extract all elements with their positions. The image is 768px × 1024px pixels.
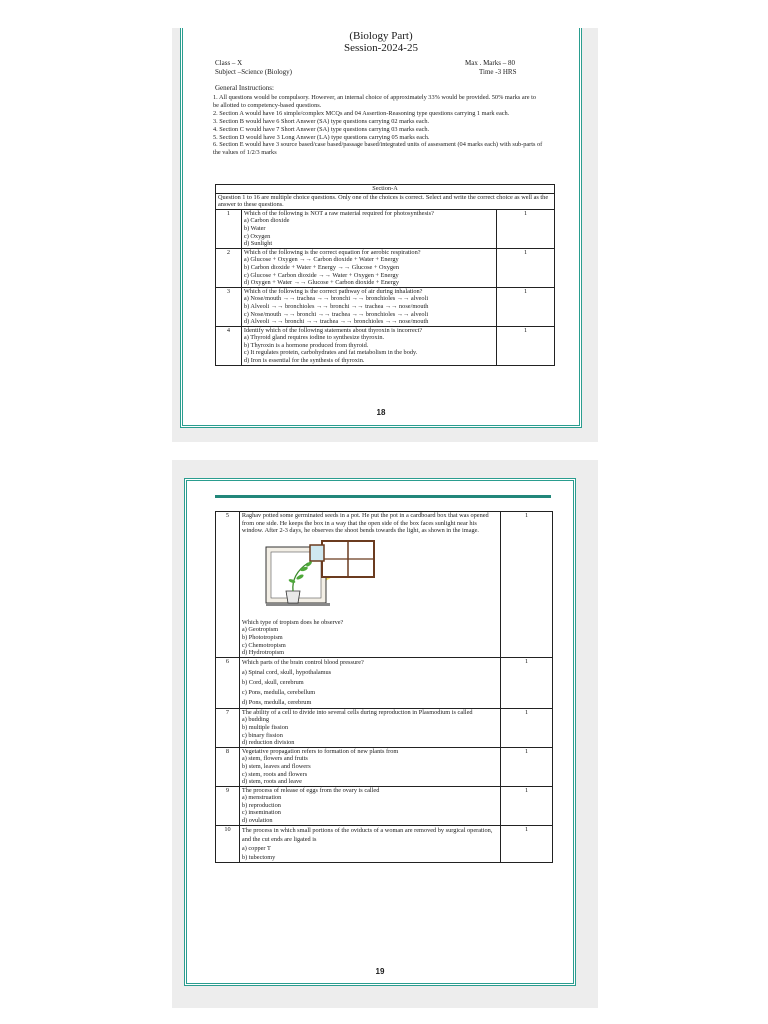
question-text: Vegetative propagation refers to formation of new plants from: [241, 747, 399, 755]
option: d) stem, roots and leave: [241, 778, 302, 786]
meta-left: [215, 59, 292, 77]
question-text: Which of the following is NOT a raw material required for photosynthesis?: [243, 209, 434, 217]
question-number: 6: [216, 657, 240, 708]
question-row: [216, 209, 555, 248]
question-body: [239, 825, 500, 862]
exam-page-19: [184, 478, 576, 986]
option: c) Chemotropism: [241, 641, 286, 649]
question-row: [216, 326, 555, 365]
option: a) stem, flowers and fruits: [241, 755, 308, 763]
option: a) menstruation: [241, 794, 282, 802]
question-row: [216, 747, 553, 786]
question-body: [239, 657, 500, 708]
subject-label: Subject –Science (Biology): [215, 68, 292, 76]
instruction-item: 2. Section A would have 16 simple/complex MCQs and 04 Assertion-Reasoning type questions carrying 1 mark each.: [213, 109, 510, 117]
question-marks: 1: [497, 326, 555, 365]
instruction-item: 6. Section E would have 3 source based/case based/passage based/integrated units of assessment (04 marks each) with sub-parts of the values of 1/2/3 marks: [213, 141, 543, 157]
question-body: [239, 747, 500, 786]
header-rule: [215, 495, 551, 498]
option: d) Alveoli →→ bronchi →→ trachea →→ bronchioles →→ nose/mouth: [243, 318, 429, 326]
question-marks: 1: [501, 825, 553, 862]
question-number: 10: [216, 825, 240, 862]
option: c) Nose/mouth →→ bronchi →→ trachea →→ bronchioles →→ alveoli: [243, 310, 429, 318]
class-label: Class – X: [215, 59, 243, 67]
option: c) Oxygen: [243, 232, 271, 240]
question-marks: 1: [497, 209, 555, 248]
option: b) Water: [243, 224, 266, 232]
option: b) Carbon dioxide + Water + Energy →→ Glucose + Oxygen: [243, 263, 399, 271]
question-text: Which of the following is the correct pathway of air during inhalation?: [243, 287, 423, 295]
instruction-item: 5. Section D would have 3 Long Answer (LA) type questions carrying 05 marks each.: [213, 133, 430, 141]
option: b) Cord, skull, cerebrum: [241, 678, 304, 686]
question-number: 4: [216, 326, 242, 365]
question-text: Identify which of the following statements about thyroxin is incorrect?: [243, 326, 423, 334]
option: a) copper T: [241, 844, 271, 852]
question-number: 1: [216, 209, 242, 248]
meta-right: [465, 59, 516, 77]
option: d) Pons, medulla, cerebrum: [241, 698, 312, 706]
question-marks: 1: [501, 512, 553, 658]
option: d) Hydrotropism: [241, 649, 285, 657]
option: c) Pons, medulla, cerebellum: [241, 688, 316, 696]
question-row: [216, 512, 553, 658]
option: d) reduction division: [241, 739, 295, 747]
option: a) Carbon dioxide: [243, 217, 290, 225]
question-text: Which parts of the brain control blood pressure?: [241, 658, 364, 666]
option: a) Geotropism: [241, 626, 279, 634]
question-row: [216, 786, 553, 825]
instructions-list: [213, 94, 543, 157]
section-a-table: [215, 184, 555, 366]
option: d) Sunlight: [243, 240, 273, 248]
question-marks: 1: [501, 747, 553, 786]
section-heading-row: [216, 185, 555, 194]
question-row: [216, 287, 555, 326]
question-body: [239, 786, 500, 825]
option: c) binary fission: [241, 731, 283, 739]
option: b) multiple fission: [241, 723, 289, 731]
option: a) Glucose + Oxygen →→ Carbon dioxide + Water + Energy: [243, 256, 399, 264]
question-text: The ability of a cell to divide into several cells during reproduction in Plasmodium is called: [241, 708, 473, 716]
instruction-item: 4. Section C would have 7 Short Answer (SA) type questions carrying 03 marks each.: [213, 125, 430, 133]
option: d) ovulation: [241, 817, 273, 825]
page-number: 19: [375, 967, 385, 976]
question-number: 3: [216, 287, 242, 326]
question-number: 9: [216, 786, 240, 825]
question-marks: 1: [501, 786, 553, 825]
max-marks-label: Max . Marks – 80: [465, 59, 515, 67]
question-marks: 1: [501, 657, 553, 708]
question-text: The process in which small portions of the oviducts of a woman are removed by surgical operation, and the cut ends are ligated is: [241, 826, 493, 843]
option: a) Thyroid gland requires iodine to synthesize thyroxin.: [243, 334, 385, 342]
question-body: [239, 708, 500, 747]
question-body: [241, 326, 496, 365]
question-row: [216, 825, 553, 862]
question-marks: 1: [501, 708, 553, 747]
option: b) Thyroxin is a hormone produced from thyroid.: [243, 341, 369, 349]
option: c) stem, roots and flowers: [241, 770, 308, 778]
question-row: [216, 248, 555, 287]
option: c) insemination: [241, 809, 281, 817]
question-body: [241, 248, 496, 287]
question-number: 7: [216, 708, 240, 747]
question-row: [216, 657, 553, 708]
instruction-item: 3. Section B would have 6 Short Answer (SA) type questions carrying 02 marks each.: [213, 117, 430, 125]
session-title: Session-2024-25: [344, 42, 418, 54]
question-body: [239, 512, 500, 658]
question-number: 8: [216, 747, 240, 786]
option: d) Oxygen + Water →→ Glucose + Carbon dioxide + Energy: [243, 279, 399, 287]
option: b) reproduction: [241, 801, 281, 809]
option: d) Iron is essential for the synthesis of thyroxin.: [243, 357, 365, 365]
option: c) It regulates protein, carbohydrates and fat metabolism in the body.: [243, 349, 418, 357]
question-marks: 1: [497, 287, 555, 326]
question-number: 5: [216, 512, 240, 658]
question-marks: 1: [497, 248, 555, 287]
option: c) Glucose + Carbon dioxide →→ Water + Oxygen + Energy: [243, 271, 399, 279]
option: a) Nose/mouth →→ trachea →→ bronchi →→ bronchioles →→ alveoli: [243, 295, 429, 303]
time-label: Time -3 HRS: [479, 68, 517, 76]
question-body: [241, 287, 496, 326]
questions-table: [215, 511, 553, 863]
option: a) budding: [241, 716, 270, 724]
section-intro-row: [216, 193, 555, 209]
section-intro: Question 1 to 16 are multiple choice questions. Only one of the choices is correct. Select and write the correct choice as well as the answer to these questions.: [216, 193, 555, 209]
option: b) Alveoli →→ bronchioles →→ bronchi →→ trachea →→ nose/mouth: [243, 302, 429, 310]
plant-in-box-phototropism-illustration: [262, 539, 380, 613]
page-number: 18: [376, 408, 386, 417]
instructions-heading: General Instructions:: [215, 84, 274, 92]
option: b) tubectomy: [241, 853, 276, 861]
question-text: The process of release of eggs from the ovary is called: [241, 786, 380, 794]
question-number: 2: [216, 248, 242, 287]
option: b) Phototropism: [241, 633, 283, 641]
pot-icon: [286, 591, 300, 603]
question-prompt: Which type of tropism does he observe?: [241, 618, 344, 626]
option: a) Spinal cord, skull, hypothalamus: [241, 668, 332, 676]
exam-page-18: [180, 28, 582, 428]
subject-part-title: (Biology Part): [349, 30, 413, 42]
question-body: [241, 209, 496, 248]
instruction-item: 1. All questions would be compulsory. However, an internal choice of approximately 33% would be provided. 50% marks are to be allotted to competency-based questions.: [213, 94, 537, 109]
question-text: Raghav potted some germinated seeds in a pot. He put the pot in a cardboard box that was opened from one side. He keeps the box in a way that the open side of the box faces sunlight near his window. After 2-3 days, he observes the shoot bends towards the light, as shown in the image.: [241, 512, 489, 535]
question-text: Which of the following is the correct equation for aerobic respiration?: [243, 248, 421, 256]
question-row: [216, 708, 553, 747]
option: b) stem, leaves and flowers: [241, 762, 311, 770]
section-title: Section-A: [216, 185, 555, 194]
